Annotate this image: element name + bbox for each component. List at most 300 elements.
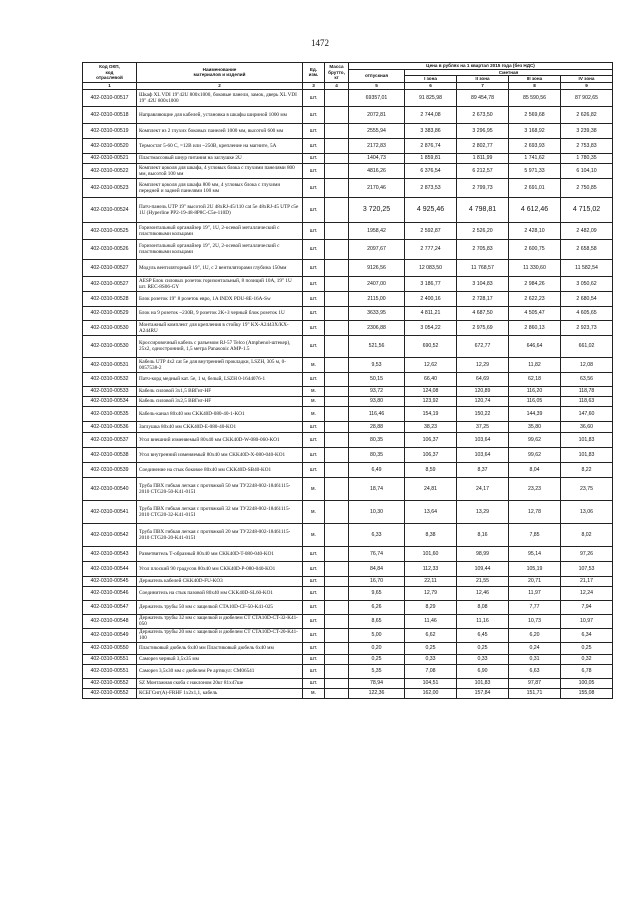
row-zone3-price: 0,24: [509, 642, 561, 654]
row-release-price: 2172,83: [349, 138, 405, 153]
row-mass: [325, 462, 349, 477]
row-zone1-price: 7,08: [405, 664, 457, 678]
row-zone4-price: 2 482,09: [561, 222, 613, 239]
row-zone4-price: 6,34: [561, 628, 613, 642]
row-zone1-price: 1 859,81: [405, 153, 457, 163]
row-name: Держатель трубы 20 мм с защелкой и дюбелем СТ CTA10D-CT-20-K41-100: [137, 628, 303, 642]
row-unit: шт.: [303, 664, 325, 678]
row-zone4-price: 6,78: [561, 664, 613, 678]
row-mass: [325, 276, 349, 291]
row-mass: [325, 432, 349, 447]
header-mass-line1: Масса: [329, 64, 344, 69]
row-zone2-price: 1 811,99: [457, 153, 509, 163]
row-zone4-price: 97,26: [561, 546, 613, 561]
column-number: 2: [137, 82, 303, 89]
row-unit: шт.: [303, 276, 325, 291]
row-release-price: 8,65: [349, 614, 405, 628]
table-row: [83, 477, 613, 500]
row-release-price: 80,35: [349, 432, 405, 447]
row-code: 402-0310-00528: [83, 291, 137, 306]
row-zone2-price: 89 454,78: [457, 89, 509, 106]
table-row: [83, 357, 613, 372]
row-zone1-price: 12,79: [405, 586, 457, 600]
row-unit: шт.: [303, 372, 325, 386]
table-row: [83, 372, 613, 386]
row-zone1-price: 91 825,98: [405, 89, 457, 106]
row-zone2-price: 109,44: [457, 561, 509, 576]
row-code: 402-0310-00541: [83, 500, 137, 523]
row-mass: [325, 688, 349, 698]
row-name: Блок розеток 19" 8 розеток евро, 1A INDX PDU-8E-16A-Sw: [137, 291, 303, 306]
table-row: [83, 462, 613, 477]
row-zone3-price: 6,20: [509, 628, 561, 642]
row-code: 402-0310-00518: [83, 106, 137, 123]
header-code-departments: отраслевой: [96, 75, 123, 80]
row-zone4-price: 2 680,54: [561, 291, 613, 306]
row-code: 402-0310-00521: [83, 153, 137, 163]
table-body: [83, 89, 613, 698]
table-row: [83, 259, 613, 276]
table-row: [83, 335, 613, 357]
row-zone4-price: 63,56: [561, 372, 613, 386]
row-release-price: 1404,73: [349, 153, 405, 163]
row-mass: [325, 386, 349, 396]
row-zone2-price: 11 768,57: [457, 259, 509, 276]
row-name: Блок на 9 розеток ~230В, 9 розеток 2К+З черный блок розеток 1U: [137, 306, 303, 320]
row-mass: [325, 197, 349, 222]
row-unit: шт.: [303, 600, 325, 614]
row-zone2-price: 11,16: [457, 614, 509, 628]
row-unit: шт.: [303, 642, 325, 654]
row-zone1-price: 4 925,46: [405, 197, 457, 222]
table-row: [83, 678, 613, 688]
table-row: [83, 123, 613, 138]
row-zone4-price: 2 750,85: [561, 178, 613, 197]
row-zone2-price: 2 975,69: [457, 320, 509, 335]
header-code-line: код: [105, 69, 114, 75]
row-mass: [325, 523, 349, 546]
row-zone1-price: 0,33: [405, 654, 457, 664]
header-mass: [325, 63, 349, 83]
row-code: 402-0310-00536: [83, 421, 137, 432]
header-unit-line1: Ед.: [309, 66, 318, 72]
table-row: [83, 320, 613, 335]
row-zone2-price: 24,17: [457, 477, 509, 500]
row-unit: шт.: [303, 291, 325, 306]
row-release-price: 16,70: [349, 576, 405, 586]
row-release-price: 2306,88: [349, 320, 405, 335]
row-unit: шт.: [303, 239, 325, 259]
row-mass: [325, 600, 349, 614]
row-name: Направляющие для кабелей, установка в шкафы шириной 1000 мм: [137, 106, 303, 123]
row-name: Монтажный комплект для крепления в стойку 19" KX-A2443X/KX-A244RU: [137, 320, 303, 335]
row-release-price: 9,65: [349, 586, 405, 600]
row-zone4-price: 661,02: [561, 335, 613, 357]
row-zone1-price: 8,59: [405, 462, 457, 477]
row-code: 402-0310-00520: [83, 138, 137, 153]
row-unit: шт.: [303, 89, 325, 106]
row-zone3-price: 10,73: [509, 614, 561, 628]
column-number: 7: [457, 82, 509, 89]
row-code: 402-0310-00548: [83, 614, 137, 628]
row-unit: шт.: [303, 462, 325, 477]
row-release-price: 50,15: [349, 372, 405, 386]
row-zone1-price: 154,19: [405, 406, 457, 421]
row-name: Пластмассовый шнур питания на заглушке 2U: [137, 153, 303, 163]
row-release-price: 5,35: [349, 664, 405, 678]
row-unit: шт.: [303, 628, 325, 642]
row-zone2-price: 4 687,50: [457, 306, 509, 320]
row-zone1-price: 124,08: [405, 386, 457, 396]
row-code: 402-0310-00535: [83, 406, 137, 421]
row-unit: м.: [303, 357, 325, 372]
row-zone4-price: 2 753,83: [561, 138, 613, 153]
row-unit: шт.: [303, 576, 325, 586]
row-zone2-price: 6,90: [457, 664, 509, 678]
row-release-price: 4816,26: [349, 163, 405, 178]
row-zone1-price: 8,38: [405, 523, 457, 546]
row-zone3-price: 20,71: [509, 576, 561, 586]
row-unit: м.: [303, 477, 325, 500]
row-zone4-price: 118,78: [561, 386, 613, 396]
row-zone2-price: 8,37: [457, 462, 509, 477]
row-release-price: 18,74: [349, 477, 405, 500]
header-zone1: I зона: [405, 76, 457, 83]
table-row: [83, 178, 613, 197]
row-unit: шт.: [303, 163, 325, 178]
row-zone4-price: 12,24: [561, 586, 613, 600]
row-zone1-price: 162,00: [405, 688, 457, 698]
row-name: SZ Монтажная скоба с наклоном 20кг 81х47ше: [137, 678, 303, 688]
row-mass: [325, 138, 349, 153]
row-code: 402-0310-00538: [83, 447, 137, 462]
row-code: 402-0310-00539: [83, 462, 137, 477]
row-zone3-price: 12,78: [509, 500, 561, 523]
row-zone3-price: 116,20: [509, 386, 561, 396]
row-release-price: 84,84: [349, 561, 405, 576]
table-row: [83, 447, 613, 462]
row-zone3-price: 2 860,13: [509, 320, 561, 335]
row-zone3-price: 4 505,47: [509, 306, 561, 320]
table-row: [83, 386, 613, 396]
row-release-price: 2115,00: [349, 291, 405, 306]
row-mass: [325, 586, 349, 600]
row-name: Разветвитель Т-образный 80х40 мм CKK40D-T-080-040-KO1: [137, 546, 303, 561]
table-header: [83, 63, 613, 90]
row-zone1-price: 112,33: [405, 561, 457, 576]
row-name: Соединение на стык боковое 80х40 мм CKK40D-SB40-KO1: [137, 462, 303, 477]
row-code: 402-0310-00524: [83, 197, 137, 222]
row-release-price: 6,33: [349, 523, 405, 546]
row-code: 402-0310-00547: [83, 600, 137, 614]
row-name: Модуль вентиляторный 19", 1U, с 2 вентиляторами глубина 150мм: [137, 259, 303, 276]
row-zone4-price: 6 104,10: [561, 163, 613, 178]
row-release-price: 6,26: [349, 600, 405, 614]
table-row: [83, 688, 613, 698]
row-code: 402-0310-00551: [83, 664, 137, 678]
row-zone4-price: 101,83: [561, 432, 613, 447]
row-mass: [325, 163, 349, 178]
row-zone3-price: 2 691,01: [509, 178, 561, 197]
row-name: Заглушка 80х40 мм CKK40D-E-080-40-KO1: [137, 421, 303, 432]
row-release-price: 10,30: [349, 500, 405, 523]
row-zone1-price: 22,11: [405, 576, 457, 586]
row-mass: [325, 678, 349, 688]
row-zone2-price: 103,64: [457, 447, 509, 462]
row-code: 402-0310-00527: [83, 276, 137, 291]
table-row: [83, 614, 613, 628]
column-number: 4: [325, 82, 349, 89]
row-name: Патч-панель UTP 19" высотой 2U 48хRJ-45/110 cat 5e 48хRJ-45 UTP с5е 1U (Hyperline PP2-19-48-8P8C-C5e-110D): [137, 197, 303, 222]
row-name: Горизонтальный органайзер 19", 2U, 2-осевой металлический с пластиковыми кольцами: [137, 239, 303, 259]
row-zone2-price: 64,69: [457, 372, 509, 386]
row-zone3-price: 85 590,56: [509, 89, 561, 106]
row-zone2-price: 120,74: [457, 396, 509, 406]
row-zone4-price: 23,75: [561, 477, 613, 500]
row-zone2-price: 4 798,81: [457, 197, 509, 222]
row-zone3-price: 11,82: [509, 357, 561, 372]
row-zone1-price: 12,62: [405, 357, 457, 372]
row-code: 402-0310-00530: [83, 320, 137, 335]
row-zone1-price: 24,81: [405, 477, 457, 500]
row-zone3-price: 35,80: [509, 421, 561, 432]
row-zone3-price: 3 168,92: [509, 123, 561, 138]
row-unit: шт.: [303, 561, 325, 576]
row-zone3-price: 7,85: [509, 523, 561, 546]
row-unit: шт.: [303, 197, 325, 222]
row-name: Саморез черный 3,5х35 мм: [137, 654, 303, 664]
row-release-price: 3 720,25: [349, 197, 405, 222]
row-name: Пластиковый дюбель 6х40 мм Пластиковый дюбель 6х40 мм: [137, 642, 303, 654]
header-name: [137, 63, 303, 83]
table-row: [83, 642, 613, 654]
row-mass: [325, 477, 349, 500]
row-release-price: 116,46: [349, 406, 405, 421]
row-code: 402-0310-00530: [83, 335, 137, 357]
row-mass: [325, 89, 349, 106]
table-row: [83, 396, 613, 406]
row-zone4-price: 4 605,65: [561, 306, 613, 320]
row-release-price: 69357,01: [349, 89, 405, 106]
row-zone4-price: 11 582,54: [561, 259, 613, 276]
row-zone1-price: 11,46: [405, 614, 457, 628]
row-code: 402-0310-00523: [83, 178, 137, 197]
table-row: [83, 421, 613, 432]
row-zone1-price: 2 876,74: [405, 138, 457, 153]
table-row: [83, 628, 613, 642]
row-unit: шт.: [303, 421, 325, 432]
row-mass: [325, 372, 349, 386]
row-name: AESP Блок силовых розеток горизонтальный, 8 позиций 10A, 19" 1U шт. REC-8S06-GY: [137, 276, 303, 291]
row-code: 402-0310-00552: [83, 678, 137, 688]
row-mass: [325, 306, 349, 320]
row-unit: шт.: [303, 320, 325, 335]
row-mass: [325, 576, 349, 586]
row-zone3-price: 95,14: [509, 546, 561, 561]
row-zone2-price: 120,89: [457, 386, 509, 396]
table-row: [83, 654, 613, 664]
row-zone4-price: 7,94: [561, 600, 613, 614]
row-zone1-price: 123,92: [405, 396, 457, 406]
row-mass: [325, 500, 349, 523]
row-mass: [325, 239, 349, 259]
row-zone3-price: 1 741,62: [509, 153, 561, 163]
row-zone3-price: 99,62: [509, 447, 561, 462]
row-zone3-price: 5 971,33: [509, 163, 561, 178]
row-mass: [325, 178, 349, 197]
row-zone4-price: 0,25: [561, 642, 613, 654]
row-zone3-price: 8,04: [509, 462, 561, 477]
column-number: 9: [561, 82, 613, 89]
row-name: Патч-корд медный кат. 5е, 1 м, белый, LSZH 0-1644076-1: [137, 372, 303, 386]
row-zone3-price: 7,77: [509, 600, 561, 614]
row-zone3-price: 151,71: [509, 688, 561, 698]
row-zone4-price: 101,83: [561, 447, 613, 462]
row-zone1-price: 690,52: [405, 335, 457, 357]
row-name: Комплект цоколя для шкафа 800 мм, 4 угловых блока с глухими передней и задней панелями 100 мм: [137, 178, 303, 197]
row-release-price: 93,72: [349, 386, 405, 396]
header-zone4: IV зона: [561, 76, 613, 83]
row-zone4-price: 155,08: [561, 688, 613, 698]
row-zone2-price: 2 705,83: [457, 239, 509, 259]
row-unit: м.: [303, 500, 325, 523]
row-zone3-price: 11,97: [509, 586, 561, 600]
row-zone2-price: 3 296,95: [457, 123, 509, 138]
table-row: [83, 163, 613, 178]
row-code: 402-0310-00526: [83, 239, 137, 259]
row-mass: [325, 123, 349, 138]
row-zone2-price: 21,55: [457, 576, 509, 586]
row-mass: [325, 546, 349, 561]
row-unit: шт.: [303, 178, 325, 197]
row-zone2-price: 672,77: [457, 335, 509, 357]
row-code: 402-0310-00527: [83, 259, 137, 276]
row-unit: шт.: [303, 123, 325, 138]
row-release-price: 0,20: [349, 642, 405, 654]
row-name: Комплект цоколя для шкафа, 4 угловых блока с глухими панелями 800 мм, высотой 100 мм: [137, 163, 303, 178]
row-mass: [325, 222, 349, 239]
row-release-price: 28,88: [349, 421, 405, 432]
row-zone1-price: 38,23: [405, 421, 457, 432]
row-unit: шт.: [303, 335, 325, 357]
table-row: [83, 546, 613, 561]
row-name: Кабель силовой 3х2,5 ВВГнг-HF: [137, 396, 303, 406]
row-zone3-price: 11 330,60: [509, 259, 561, 276]
row-mass: [325, 406, 349, 421]
row-zone1-price: 4 811,21: [405, 306, 457, 320]
row-zone4-price: 118,63: [561, 396, 613, 406]
row-zone2-price: 6 212,57: [457, 163, 509, 178]
row-mass: [325, 106, 349, 123]
row-code: 402-0310-00542: [83, 523, 137, 546]
row-unit: шт.: [303, 106, 325, 123]
row-code: 402-0310-00551: [83, 654, 137, 664]
row-name: Кабель UTP 4х2 cat 5e для внутренней прокладки, LSZH, 305 м, 0-0057538-2: [137, 357, 303, 372]
row-release-price: 6,49: [349, 462, 405, 477]
header-name-line2: материалов и изделий: [193, 72, 246, 78]
row-zone4-price: 4 715,02: [561, 197, 613, 222]
row-zone4-price: 2 626,82: [561, 106, 613, 123]
row-zone1-price: 13,64: [405, 500, 457, 523]
column-number: 3: [303, 82, 325, 89]
row-code: 402-0310-00517: [83, 89, 137, 106]
row-name: Термостат 5-60 С, =12В или ~250В, крепление на магните, 5А: [137, 138, 303, 153]
table-row: [83, 586, 613, 600]
row-code: 402-0310-00525: [83, 222, 137, 239]
row-unit: шт.: [303, 586, 325, 600]
row-zone3-price: 97,87: [509, 678, 561, 688]
row-release-price: 5,00: [349, 628, 405, 642]
table-row: [83, 138, 613, 153]
row-code: 402-0310-00545: [83, 576, 137, 586]
row-zone4-price: 87 902,65: [561, 89, 613, 106]
row-name: Саморез 3,5х30 мм с дюбелем Pe артикул: CM06541: [137, 664, 303, 678]
row-name: Труба ПВХ гибкая легкая с протяжкой 20 мм ТУ2248-002-18461115-2010 CTG20-20-K41-015I: [137, 523, 303, 546]
row-zone3-price: 2 600,75: [509, 239, 561, 259]
row-name: Угол плоский 90 градусов 80х40 мм CKK40D-P-080-040-KO1: [137, 561, 303, 576]
header-mass-line2: брутто,: [328, 69, 345, 75]
table-row: [83, 89, 613, 106]
row-zone2-price: 2 799,73: [457, 178, 509, 197]
row-release-price: 3633,95: [349, 306, 405, 320]
row-mass: [325, 664, 349, 678]
row-code: 402-0310-00544: [83, 561, 137, 576]
row-name: Горизонтальный органайзер 19", 1U, 2-осевой металлический с пластиковыми кольцами: [137, 222, 303, 239]
table-row: [83, 600, 613, 614]
row-zone3-price: 2 693,93: [509, 138, 561, 153]
row-unit: шт.: [303, 222, 325, 239]
row-code: 402-0310-00540: [83, 477, 137, 500]
row-code: 402-0310-00546: [83, 586, 137, 600]
table-row: [83, 576, 613, 586]
table-row: [83, 432, 613, 447]
row-zone2-price: 13,29: [457, 500, 509, 523]
row-mass: [325, 614, 349, 628]
row-zone1-price: 3 054,22: [405, 320, 457, 335]
header-unit: [303, 63, 325, 83]
table-row: [83, 153, 613, 163]
row-zone4-price: 8,22: [561, 462, 613, 477]
row-zone1-price: 101,60: [405, 546, 457, 561]
table-row: [83, 664, 613, 678]
row-zone3-price: 105,19: [509, 561, 561, 576]
table-row: [83, 406, 613, 421]
row-zone2-price: 2 673,50: [457, 106, 509, 123]
price-table: [82, 62, 613, 699]
row-mass: [325, 561, 349, 576]
table-row: [83, 239, 613, 259]
row-release-price: 2407,00: [349, 276, 405, 291]
table-row: [83, 197, 613, 222]
row-mass: [325, 654, 349, 664]
row-zone1-price: 106,37: [405, 447, 457, 462]
row-zone3-price: 646,64: [509, 335, 561, 357]
row-zone4-price: 2 923,73: [561, 320, 613, 335]
row-mass: [325, 396, 349, 406]
row-mass: [325, 357, 349, 372]
row-release-price: 9126,56: [349, 259, 405, 276]
row-zone2-price: 8,16: [457, 523, 509, 546]
row-unit: шт.: [303, 447, 325, 462]
header-mass-line3: кг: [334, 75, 339, 80]
row-zone4-price: 107,53: [561, 561, 613, 576]
row-zone4-price: 1 780,35: [561, 153, 613, 163]
row-mass: [325, 421, 349, 432]
row-unit: шт.: [303, 654, 325, 664]
row-name: Держатель кабелей CKK40D-FU-KO3: [137, 576, 303, 586]
row-unit: шт.: [303, 614, 325, 628]
row-zone2-price: 2 526,20: [457, 222, 509, 239]
